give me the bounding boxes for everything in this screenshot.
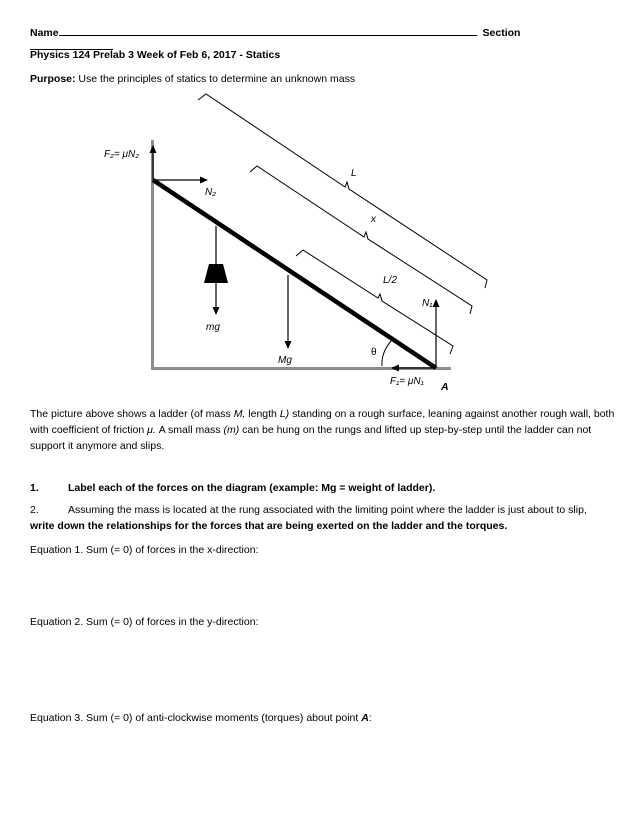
question-2-text-a: Assuming the mass is located at the rung associated with the limiting point where the ladder is just about to slip, bbox=[68, 504, 587, 516]
label-point-a: A bbox=[441, 381, 449, 393]
label-f2: F₂= μN₂ bbox=[104, 149, 140, 160]
ladder-diagram bbox=[0, 0, 644, 400]
label-L-half: L/2 bbox=[383, 275, 397, 286]
purpose-label: Purpose: bbox=[30, 73, 76, 85]
equation-2-prompt: Equation 2. Sum (= 0) of forces in the y-direction: bbox=[30, 616, 259, 628]
question-1-number: 1. bbox=[30, 482, 39, 494]
name-label: Name bbox=[30, 27, 59, 39]
label-theta: θ bbox=[371, 347, 377, 358]
equation-3-colon: : bbox=[368, 712, 372, 724]
purpose-text: Use the principles of statics to determine an unknown mass bbox=[75, 73, 356, 85]
desc-mu: μ. bbox=[147, 424, 156, 436]
label-n1: N₁ bbox=[422, 298, 433, 309]
label-mg: mg bbox=[206, 322, 220, 333]
desc-text-4: A small mass bbox=[155, 424, 224, 436]
label-L: L bbox=[351, 168, 357, 179]
desc-M: M, bbox=[233, 408, 246, 420]
equation-3-point: A bbox=[361, 712, 369, 724]
brace-L bbox=[198, 94, 487, 288]
ladder bbox=[153, 180, 436, 368]
desc-text-1: The picture above shows a ladder (of mass bbox=[30, 408, 234, 420]
equation-3-prompt bbox=[30, 712, 372, 724]
theta-arc bbox=[382, 340, 392, 366]
desc-m: (m) bbox=[223, 424, 240, 436]
label-x: x bbox=[371, 214, 376, 225]
label-n2: N₂ bbox=[205, 187, 217, 198]
document-title: Physics 124 Prelab 3 Week of Feb 6, 2017 - Statics bbox=[30, 49, 281, 61]
description-paragraph bbox=[30, 406, 615, 454]
equation-1-prompt: Equation 1. Sum (= 0) of forces in the x-direction: bbox=[30, 544, 259, 556]
hanging-mass-icon bbox=[204, 264, 228, 283]
question-2-text-b: write down the relationships for the forces that are being exerted on the ladder and the torques. bbox=[30, 520, 508, 532]
desc-L: L) bbox=[279, 408, 290, 420]
brace-x bbox=[250, 166, 472, 314]
label-f1: F₁= μN₁ bbox=[390, 376, 424, 387]
label-Mg: Mg bbox=[278, 355, 292, 366]
question-2-number: 2. bbox=[30, 504, 39, 516]
desc-text-3: standing on a rough surface, leaning against another rough wall, both with coefficient of friction bbox=[30, 408, 615, 436]
desc-text-2: length bbox=[245, 408, 280, 420]
desc-text-5: can be hung on the rungs and lifted up step-by-step until the ladder can not support it anymore and slips. bbox=[30, 424, 592, 452]
equation-3-text: Equation 3. Sum (= 0) of anti-clockwise moments (torques) about point bbox=[30, 712, 362, 724]
section-label: Section bbox=[482, 27, 521, 39]
question-1-text: Label each of the forces on the diagram (example: Mg = weight of ladder). bbox=[68, 482, 436, 494]
